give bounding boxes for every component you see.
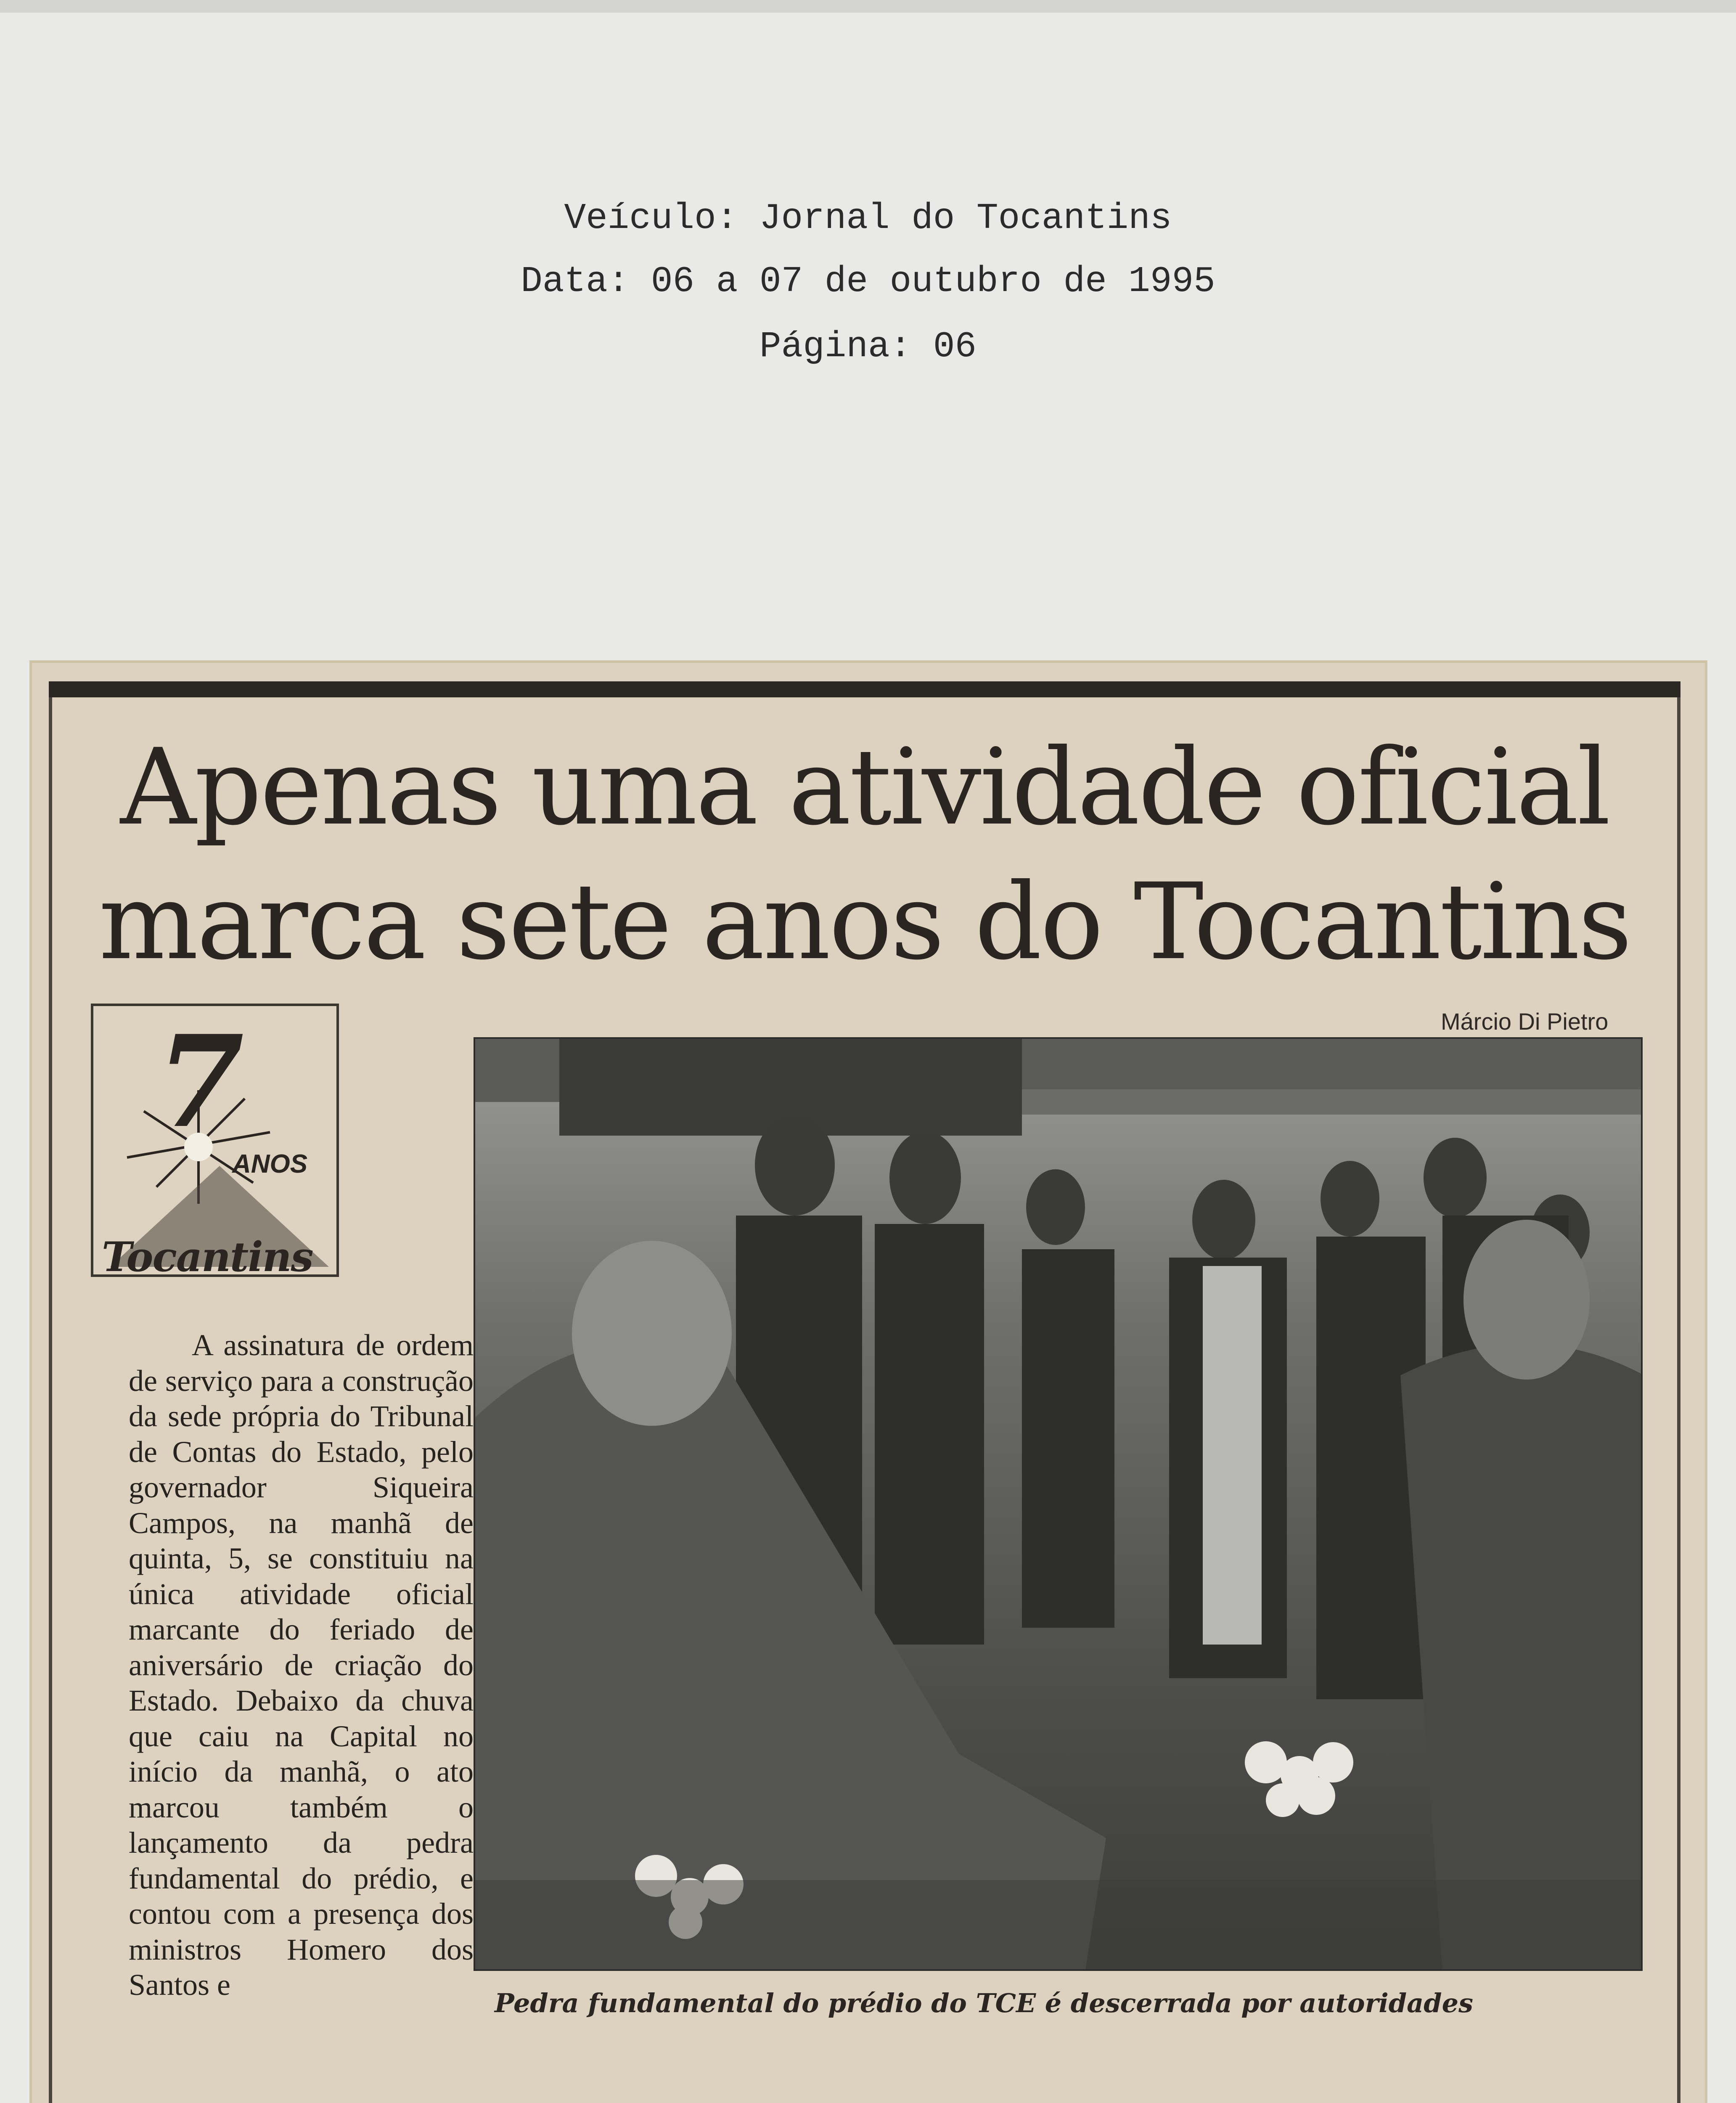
logo-anos-text: ANOS: [232, 1149, 308, 1179]
vehicle-label: Veículo: Jornal do Tocantins: [564, 198, 1172, 239]
top-rule: [49, 681, 1680, 697]
anniversary-logo: [91, 1004, 339, 1277]
crowd-photo-illustration: [475, 1039, 1643, 1971]
date-label: Data: 06 a 07 de outubro de 1995: [521, 261, 1215, 302]
headline-line-2: marca sete anos do Tocantins: [98, 861, 1631, 983]
photo-caption: Pedra fundamental do prédio do TCE é descerrada por autoridades: [495, 1988, 1473, 2018]
headline-line-1: Apenas uma atividade oficial: [120, 726, 1609, 848]
article-column-1-top: [129, 1327, 474, 2003]
news-photo: [474, 1037, 1643, 1971]
paragraph-1-start: A assinatura de ordem de serviço para a construção da sede própria do Tribunal de Contas do Estado, pelo governador Siqueira Campos, na manhã de quinta, 5, se constituiu na única atividade oficial marcante do feriado de aniversário de criação do Estado. Debaixo da chuva que caiu na Capital no início da manhã, o ato marcou também o lançamento da pedra fundamental do prédio, e contou com a presença dos ministros Homero dos Santos e: [129, 1328, 474, 2002]
newspaper-clipping: [29, 660, 1707, 2103]
logo-number: 7: [156, 1007, 244, 1156]
page-number-label: Página: 06: [759, 326, 977, 367]
logo-state-name: Tocantins: [102, 1233, 313, 1277]
photo-credit: Márcio Di Pietro: [1441, 1008, 1609, 1035]
scan-top-edge: [0, 0, 1736, 13]
